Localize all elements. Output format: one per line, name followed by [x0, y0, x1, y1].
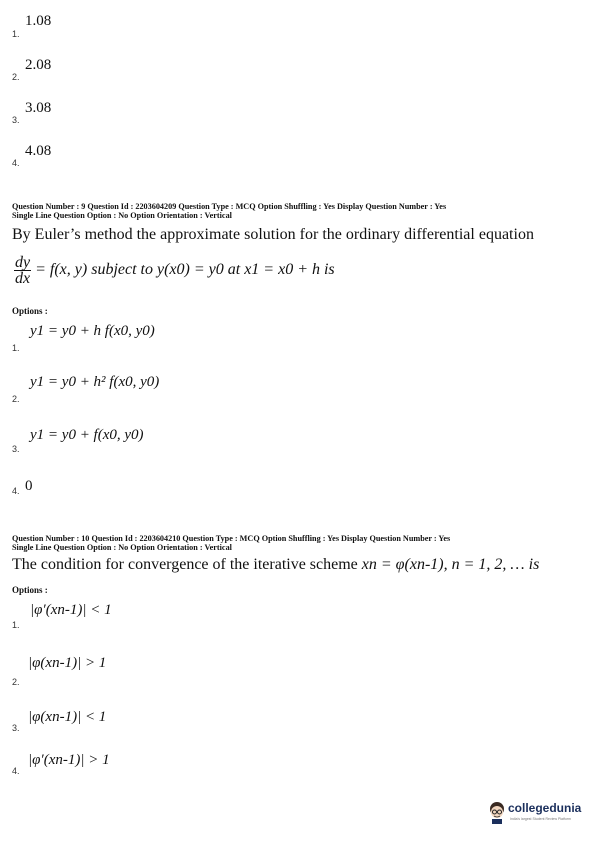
fraction-denominator: dx — [15, 270, 31, 287]
prev-option-value: 2.08 — [25, 57, 52, 73]
option-value: y1 = y0 + h² f(x0, y0) — [30, 374, 160, 390]
question-text-main: The condition for convergence of the iterative scheme — [12, 556, 358, 573]
option-number: 1. — [12, 620, 20, 630]
question-header-line: Question Number : 10 Question Id : 2203604210 Question Type : MCQ Option Shuffling : Yes Display Question Number : Yes — [12, 534, 451, 543]
prev-option-value: 3.08 — [25, 100, 52, 116]
derivative-fraction — [14, 255, 31, 286]
option-value: |φ(xn-1)| > 1 — [28, 655, 107, 671]
logo-tagline: India's largest Student Review Platform — [510, 817, 571, 821]
option-value: |φ′(xn-1)| > 1 — [28, 752, 110, 768]
question-header-line: Question Number : 9 Question Id : 2203604209 Question Type : MCQ Option Shuffling : Yes Display Question Number : Yes — [12, 202, 447, 211]
option-number: 1. — [12, 343, 20, 353]
question-header-line: Single Line Question Option : No Option Orientation : Vertical — [12, 542, 232, 552]
options-label: Options : — [12, 585, 48, 595]
option-value: 0 — [25, 478, 33, 494]
option-value: |φ′(xn-1)| < 1 — [30, 602, 112, 618]
option-number: 2. — [12, 677, 20, 687]
option-number: 3. — [12, 444, 20, 454]
collegedunia-logo — [488, 795, 588, 831]
question-header — [12, 203, 582, 220]
iteration-scheme: xn = φ(xn-1), n = 1, 2, … is — [361, 556, 540, 573]
logo-wordmark: collegedunia — [508, 801, 582, 815]
option-number: 3. — [12, 723, 20, 733]
prev-option-number: 3. — [12, 115, 20, 125]
question-text — [12, 556, 539, 574]
question-header — [12, 535, 582, 552]
question-equation — [14, 255, 335, 286]
fraction-numerator: dy — [15, 254, 31, 271]
mascot-icon — [488, 801, 506, 825]
options-label: Options : — [12, 306, 48, 316]
option-value: |φ(xn-1)| < 1 — [28, 709, 107, 725]
equation-condition: y(x0) = y0 at x1 = x0 + h is — [156, 261, 335, 279]
option-value: y1 = y0 + f(x0, y0) — [30, 427, 144, 443]
option-number: 4. — [12, 486, 20, 496]
prev-option-value: 1.08 — [25, 13, 52, 29]
prev-option-number: 4. — [12, 158, 20, 168]
option-value: y1 = y0 + h f(x0, y0) — [30, 323, 155, 339]
option-number: 2. — [12, 394, 20, 404]
equation-rhs: = f(x, y) subject to — [35, 261, 153, 279]
prev-option-number: 1. — [12, 29, 20, 39]
question-text: By Euler’s method the approximate solution for the ordinary differential equation — [12, 226, 534, 243]
prev-option-value: 4.08 — [25, 143, 52, 159]
option-number: 4. — [12, 766, 20, 776]
prev-option-number: 2. — [12, 72, 20, 82]
question-header-line: Single Line Question Option : No Option Orientation : Vertical — [12, 210, 232, 220]
